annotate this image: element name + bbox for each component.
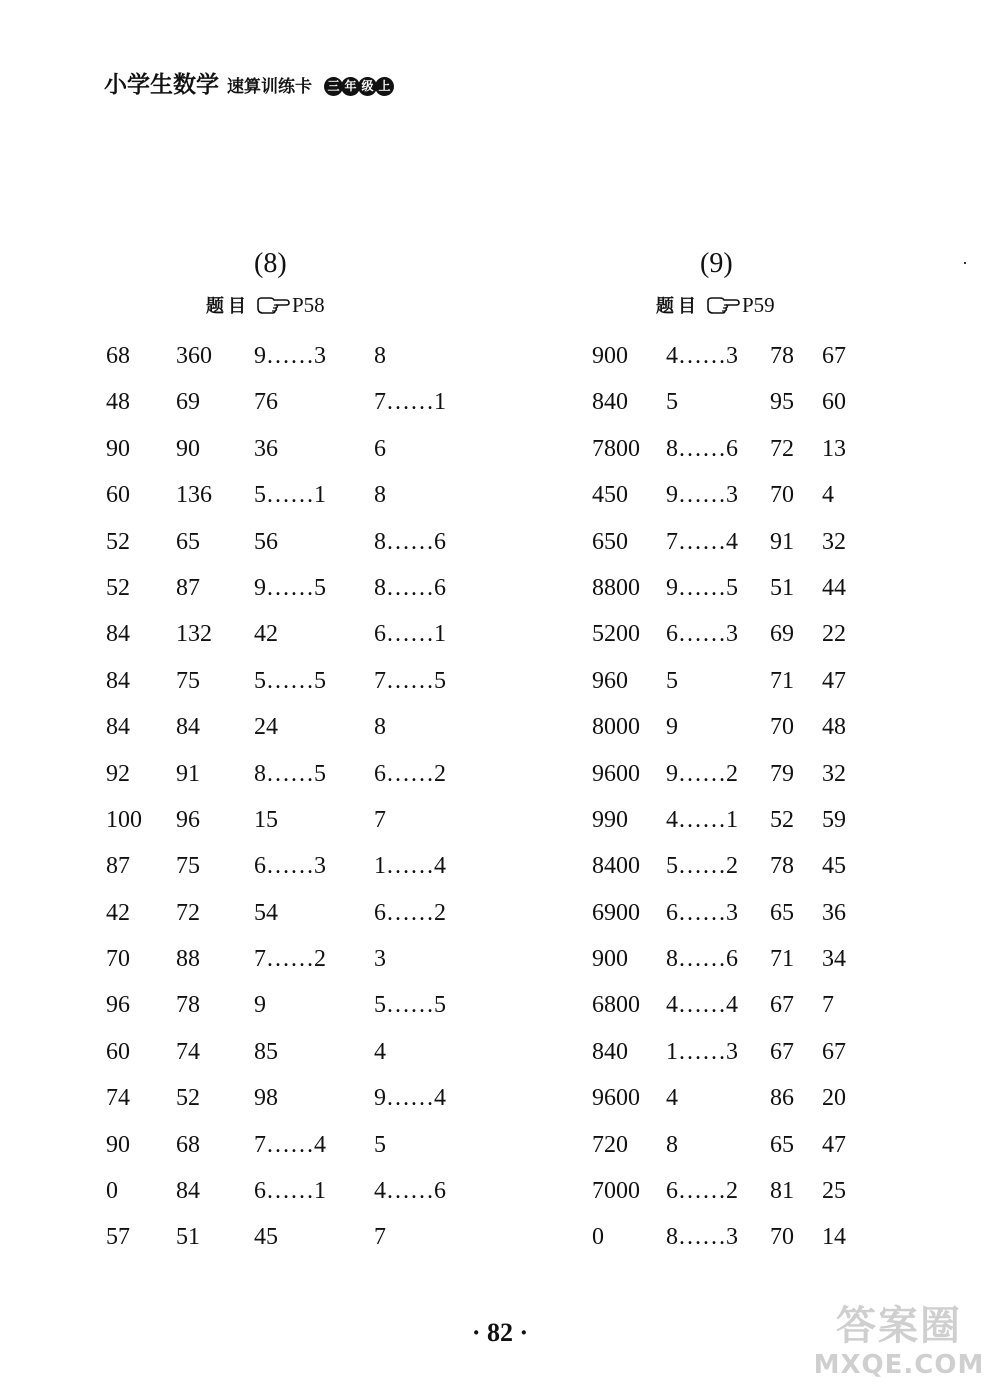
answer-cell: 56: [254, 528, 278, 555]
answer-cell: 15: [254, 806, 278, 833]
reference-page: P59: [742, 292, 775, 317]
answer-cell: 14: [822, 1224, 846, 1251]
answer-cell: 5: [666, 389, 678, 416]
answer-cell: 8……3: [666, 1224, 738, 1251]
answer-cell: 8: [374, 343, 386, 369]
answer-cell: 8……6: [374, 528, 446, 555]
stray-mark: [964, 262, 966, 264]
answer-cell: 71: [770, 667, 794, 694]
answer-cell: 67: [770, 1038, 794, 1065]
answer-cell: 42: [106, 899, 130, 926]
answer-cell: 68: [176, 1131, 200, 1158]
answer-cell: 7……2: [254, 946, 326, 973]
answer-cell: 7800: [592, 435, 640, 462]
answer-cell: 72: [770, 435, 794, 462]
answer-cell: 91: [176, 760, 200, 787]
answer-cell: 4: [822, 482, 834, 509]
answer-cell: 6……1: [254, 1178, 326, 1205]
answer-cell: 88: [176, 946, 200, 973]
answer-cell: 81: [770, 1178, 794, 1205]
answer-cell: 8……6: [666, 435, 738, 462]
watermark-url: MXQE.COM: [813, 1350, 985, 1380]
answer-cell: 9……3: [666, 482, 738, 509]
answer-cell: 84: [176, 1178, 200, 1205]
grade-char: 三: [324, 77, 343, 96]
answer-cell: 76: [254, 389, 278, 416]
answer-cell: 25: [822, 1178, 846, 1205]
answer-cell: 6900: [592, 899, 640, 926]
answer-cell: 100: [106, 806, 142, 833]
answer-cell: 5……1: [254, 482, 326, 509]
answer-cell: 9: [254, 992, 266, 1019]
answer-cell: 360: [176, 343, 212, 369]
answer-cell: 720: [592, 1131, 628, 1158]
answer-cell: 4: [666, 1085, 678, 1112]
grade-badge: [324, 77, 392, 96]
answer-cell: 54: [254, 899, 278, 926]
answer-cell: 52: [106, 574, 130, 601]
answer-cell: 96: [106, 992, 130, 1019]
book-header: [104, 66, 392, 99]
answer-cell: 85: [254, 1038, 278, 1065]
site-watermark: [806, 1303, 992, 1395]
answer-cell: 20: [822, 1085, 846, 1112]
answer-cell: 48: [822, 714, 846, 741]
answer-cell: 6……2: [666, 1178, 738, 1205]
answer-cell: 7: [374, 1224, 386, 1251]
answer-cell: 70: [770, 1224, 794, 1251]
answer-cell: 5……5: [254, 667, 326, 694]
answer-cell: 8: [374, 714, 386, 741]
answer-cell: 6……1: [374, 621, 446, 648]
answer-cell: 900: [592, 343, 628, 369]
answer-cell: 7……4: [254, 1131, 326, 1158]
answer-cell: 5: [374, 1131, 386, 1158]
answer-cell: 7……5: [374, 667, 446, 694]
answer-cell: 59: [822, 806, 846, 833]
answer-cell: 4: [374, 1038, 386, 1065]
answer-cell: 65: [176, 528, 200, 555]
answer-cell: 60: [106, 1038, 130, 1065]
answer-cell: 9600: [592, 1085, 640, 1112]
answer-cell: 450: [592, 482, 628, 509]
answer-cell: 69: [770, 621, 794, 648]
answer-cell: 90: [106, 1131, 130, 1158]
answer-cell: 74: [106, 1085, 130, 1112]
answer-cell: 48: [106, 389, 130, 416]
answer-cell: 52: [106, 528, 130, 555]
section-title: (8): [254, 248, 287, 279]
answer-cell: 6……2: [374, 899, 446, 926]
answer-cell: 45: [822, 853, 846, 880]
answer-cell: 1……3: [666, 1038, 738, 1065]
answer-cell: 90: [106, 435, 130, 462]
answer-cell: 70: [770, 714, 794, 741]
section-title: (9): [700, 248, 733, 279]
answer-cell: 87: [106, 853, 130, 880]
section-reference: [206, 292, 325, 318]
answer-cell: 32: [822, 528, 846, 555]
answer-cell: 9……4: [374, 1085, 446, 1112]
answer-cell: 8: [666, 1131, 678, 1158]
answer-cell: 8……5: [254, 760, 326, 787]
book-title: 小学生数学: [104, 72, 219, 98]
answer-cell: 92: [106, 760, 130, 787]
answer-cell: 8800: [592, 574, 640, 601]
answer-cell: 24: [254, 714, 278, 741]
reference-label: 题目: [206, 296, 250, 317]
answer-cell: 7: [374, 806, 386, 833]
answer-cell: 65: [770, 1131, 794, 1158]
answer-cell: 96: [176, 806, 200, 833]
answer-cell: 136: [176, 482, 212, 509]
grade-char: 级: [358, 77, 377, 96]
answer-cell: 990: [592, 806, 628, 833]
grade-char: 上: [375, 77, 394, 96]
answer-cell: 47: [822, 1131, 846, 1158]
answer-cell: 72: [176, 899, 200, 926]
answer-cell: 7: [822, 992, 834, 1019]
answer-cell: 44: [822, 574, 846, 601]
answer-cell: 7……1: [374, 389, 446, 416]
answer-cell: 67: [770, 992, 794, 1019]
answer-cell: 6……3: [254, 853, 326, 880]
answer-cell: 60: [822, 389, 846, 416]
answer-cell: 78: [176, 992, 200, 1019]
answer-cell: 65: [770, 899, 794, 926]
answer-cell: 52: [176, 1085, 200, 1112]
pointing-hand-icon: [706, 295, 740, 315]
answer-cell: 74: [176, 1038, 200, 1065]
answer-cell: 4……1: [666, 806, 738, 833]
page-number: · 82 ·: [471, 1318, 529, 1347]
answer-cell: 132: [176, 621, 212, 648]
answer-cell: 22: [822, 621, 846, 648]
answer-cell: 75: [176, 853, 200, 880]
answer-cell: 840: [592, 1038, 628, 1065]
watermark-logo-text: 答案圈: [836, 1303, 962, 1349]
answer-cell: 8……6: [666, 946, 738, 973]
answer-cell: 3: [374, 946, 386, 973]
answer-cell: 68: [106, 343, 130, 369]
answer-cell: 8: [374, 482, 386, 509]
answer-cell: 7……4: [666, 528, 738, 555]
answer-cell: 95: [770, 389, 794, 416]
answer-cell: 84: [176, 714, 200, 741]
answer-cell: 57: [106, 1224, 130, 1251]
answer-cell: 86: [770, 1085, 794, 1112]
answer-cell: 840: [592, 389, 628, 416]
pointing-hand-icon: [256, 295, 290, 315]
answer-cell: 70: [770, 482, 794, 509]
answer-cell: 98: [254, 1085, 278, 1112]
answer-cell: 5……2: [666, 853, 738, 880]
answer-cell: 4……3: [666, 343, 738, 369]
answer-cell: 8400: [592, 853, 640, 880]
answer-cell: 5: [666, 667, 678, 694]
answer-cell: 4……4: [666, 992, 738, 1019]
answer-cell: 9……2: [666, 760, 738, 787]
answer-cell: 5200: [592, 621, 640, 648]
answer-cell: 67: [822, 1038, 846, 1065]
answer-cell: 5……5: [374, 992, 446, 1019]
answer-cell: 9……5: [666, 574, 738, 601]
answer-cell: 6……3: [666, 899, 738, 926]
answer-cell: 90: [176, 435, 200, 462]
answer-cell: 69: [176, 389, 200, 416]
answer-cell: 87: [176, 574, 200, 601]
answer-cell: 84: [106, 667, 130, 694]
book-subtitle: 速算训练卡: [227, 77, 312, 97]
answer-cell: 13: [822, 435, 846, 462]
answer-cell: 960: [592, 667, 628, 694]
answer-cell: 36: [822, 899, 846, 926]
answer-cell: 6800: [592, 992, 640, 1019]
answer-cell: 51: [176, 1224, 200, 1251]
answer-cell: 78: [770, 343, 794, 369]
answer-cell: 9600: [592, 760, 640, 787]
answer-cell: 0: [106, 1178, 118, 1205]
answer-cell: 34: [822, 946, 846, 973]
answer-cell: 70: [106, 946, 130, 973]
answer-cell: 4……6: [374, 1178, 446, 1205]
answer-cell: 42: [254, 621, 278, 648]
grade-char: 年: [341, 77, 360, 96]
section-reference: [656, 292, 775, 318]
answer-cell: 84: [106, 714, 130, 741]
answer-cell: 84: [106, 621, 130, 648]
answer-cell: 36: [254, 435, 278, 462]
reference-label: 题目: [656, 296, 700, 317]
answer-cell: 91: [770, 528, 794, 555]
answer-cell: 75: [176, 667, 200, 694]
answer-cell: 32: [822, 760, 846, 787]
answer-cell: 78: [770, 853, 794, 880]
answer-cell: 79: [770, 760, 794, 787]
answer-cell: 6: [374, 435, 386, 462]
answer-cell: 8……6: [374, 574, 446, 601]
answer-cell: 6……2: [374, 760, 446, 787]
answer-cell: 9……3: [254, 343, 326, 369]
answer-cell: 8000: [592, 714, 640, 741]
answer-cell: 67: [822, 343, 846, 369]
answer-cell: 900: [592, 946, 628, 973]
answer-cell: 7000: [592, 1178, 640, 1205]
answer-cell: 52: [770, 806, 794, 833]
reference-page: P58: [292, 292, 325, 317]
answer-cell: 1……4: [374, 853, 446, 880]
answer-cell: 9: [666, 714, 678, 741]
answer-cell: 0: [592, 1224, 604, 1251]
answer-cell: 51: [770, 574, 794, 601]
answer-cell: 71: [770, 946, 794, 973]
answer-cell: 650: [592, 528, 628, 555]
answer-cell: 45: [254, 1224, 278, 1251]
answer-cell: 9……5: [254, 574, 326, 601]
answer-cell: 47: [822, 667, 846, 694]
answer-cell: 6……3: [666, 621, 738, 648]
answer-cell: 60: [106, 482, 130, 509]
